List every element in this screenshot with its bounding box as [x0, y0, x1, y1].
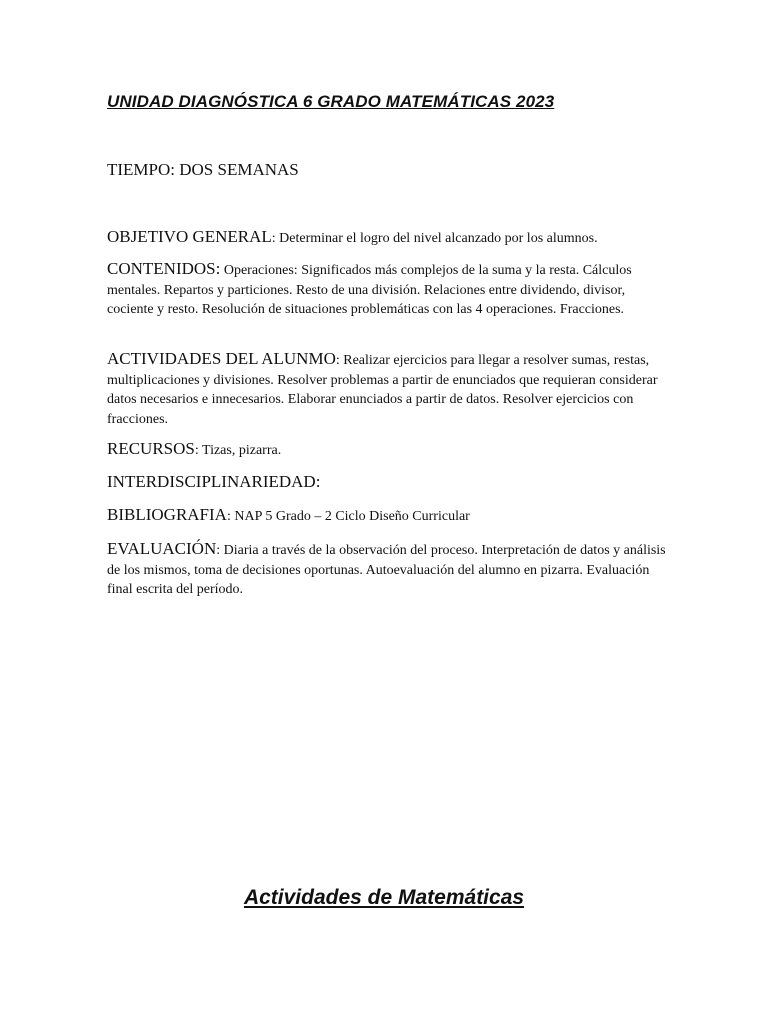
field-tiempo: [107, 160, 667, 182]
field-interdisciplinariedad: [107, 472, 667, 494]
field-actividades-del-alumno: [107, 349, 667, 429]
field-actividades-label: ACTIVIDADES DEL ALUNMO: [107, 349, 336, 368]
field-contenidos: [107, 259, 667, 320]
field-tiempo-label: TIEMPO: DOS SEMANAS: [107, 160, 299, 179]
field-bibliografia-label: BIBLIOGRAFIA: [107, 505, 227, 524]
field-contenidos-label: CONTENIDOS:: [107, 259, 221, 278]
field-objetivo-general: [107, 227, 667, 249]
field-evaluacion-text: : Diaria a través de la observación del proceso. Interpretación de datos y análisis de los mismos, toma de decisiones oportunas. Autoevaluación del alumno en pizarra. Evaluación final escrita del período.: [107, 543, 666, 597]
field-bibliografia: [107, 505, 667, 527]
field-actividades-text: : Realizar ejercicios para llegar a resolver sumas, restas, multiplicaciones y divisiones. Resolver problemas a partir de enunciados que requieran considerar datos necesarios e innecesarios. Elaborar enunciados a partir de datos. Resolver ejercicios con fracciones.: [107, 353, 658, 427]
field-interdisciplinariedad-label: INTERDISCIPLINARIEDAD:: [107, 472, 321, 491]
field-recursos: [107, 439, 667, 461]
field-objetivo-label: OBJETIVO GENERAL: [107, 227, 272, 246]
field-bibliografia-text: : NAP 5 Grado – 2 Ciclo Diseño Curricular: [226, 509, 470, 524]
field-contenidos-text: Operaciones: Significados más complejos de la suma y la resta. Cálculos mentales. Repartos y particiones. Resto de una división. Relaciones entre dividendo, divisor, cociente y resto. Resolución de situaciones problemáticas con las 4 operaciones. Fracciones.: [107, 263, 632, 317]
field-evaluacion-label: EVALUACIÓN: [107, 539, 217, 558]
field-recursos-text: : Tizas, pizarra.: [194, 443, 282, 458]
document-title: UNIDAD DIAGNÓSTICA 6 GRADO MATEMÁTICAS 2023: [107, 92, 555, 111]
field-evaluacion: [107, 539, 667, 600]
field-recursos-label: RECURSOS: [107, 439, 195, 458]
field-objetivo-text: : Determinar el logro del nivel alcanzado por los alumnos.: [271, 231, 598, 246]
section-title-actividades: Actividades de Matemáticas: [243, 886, 525, 909]
